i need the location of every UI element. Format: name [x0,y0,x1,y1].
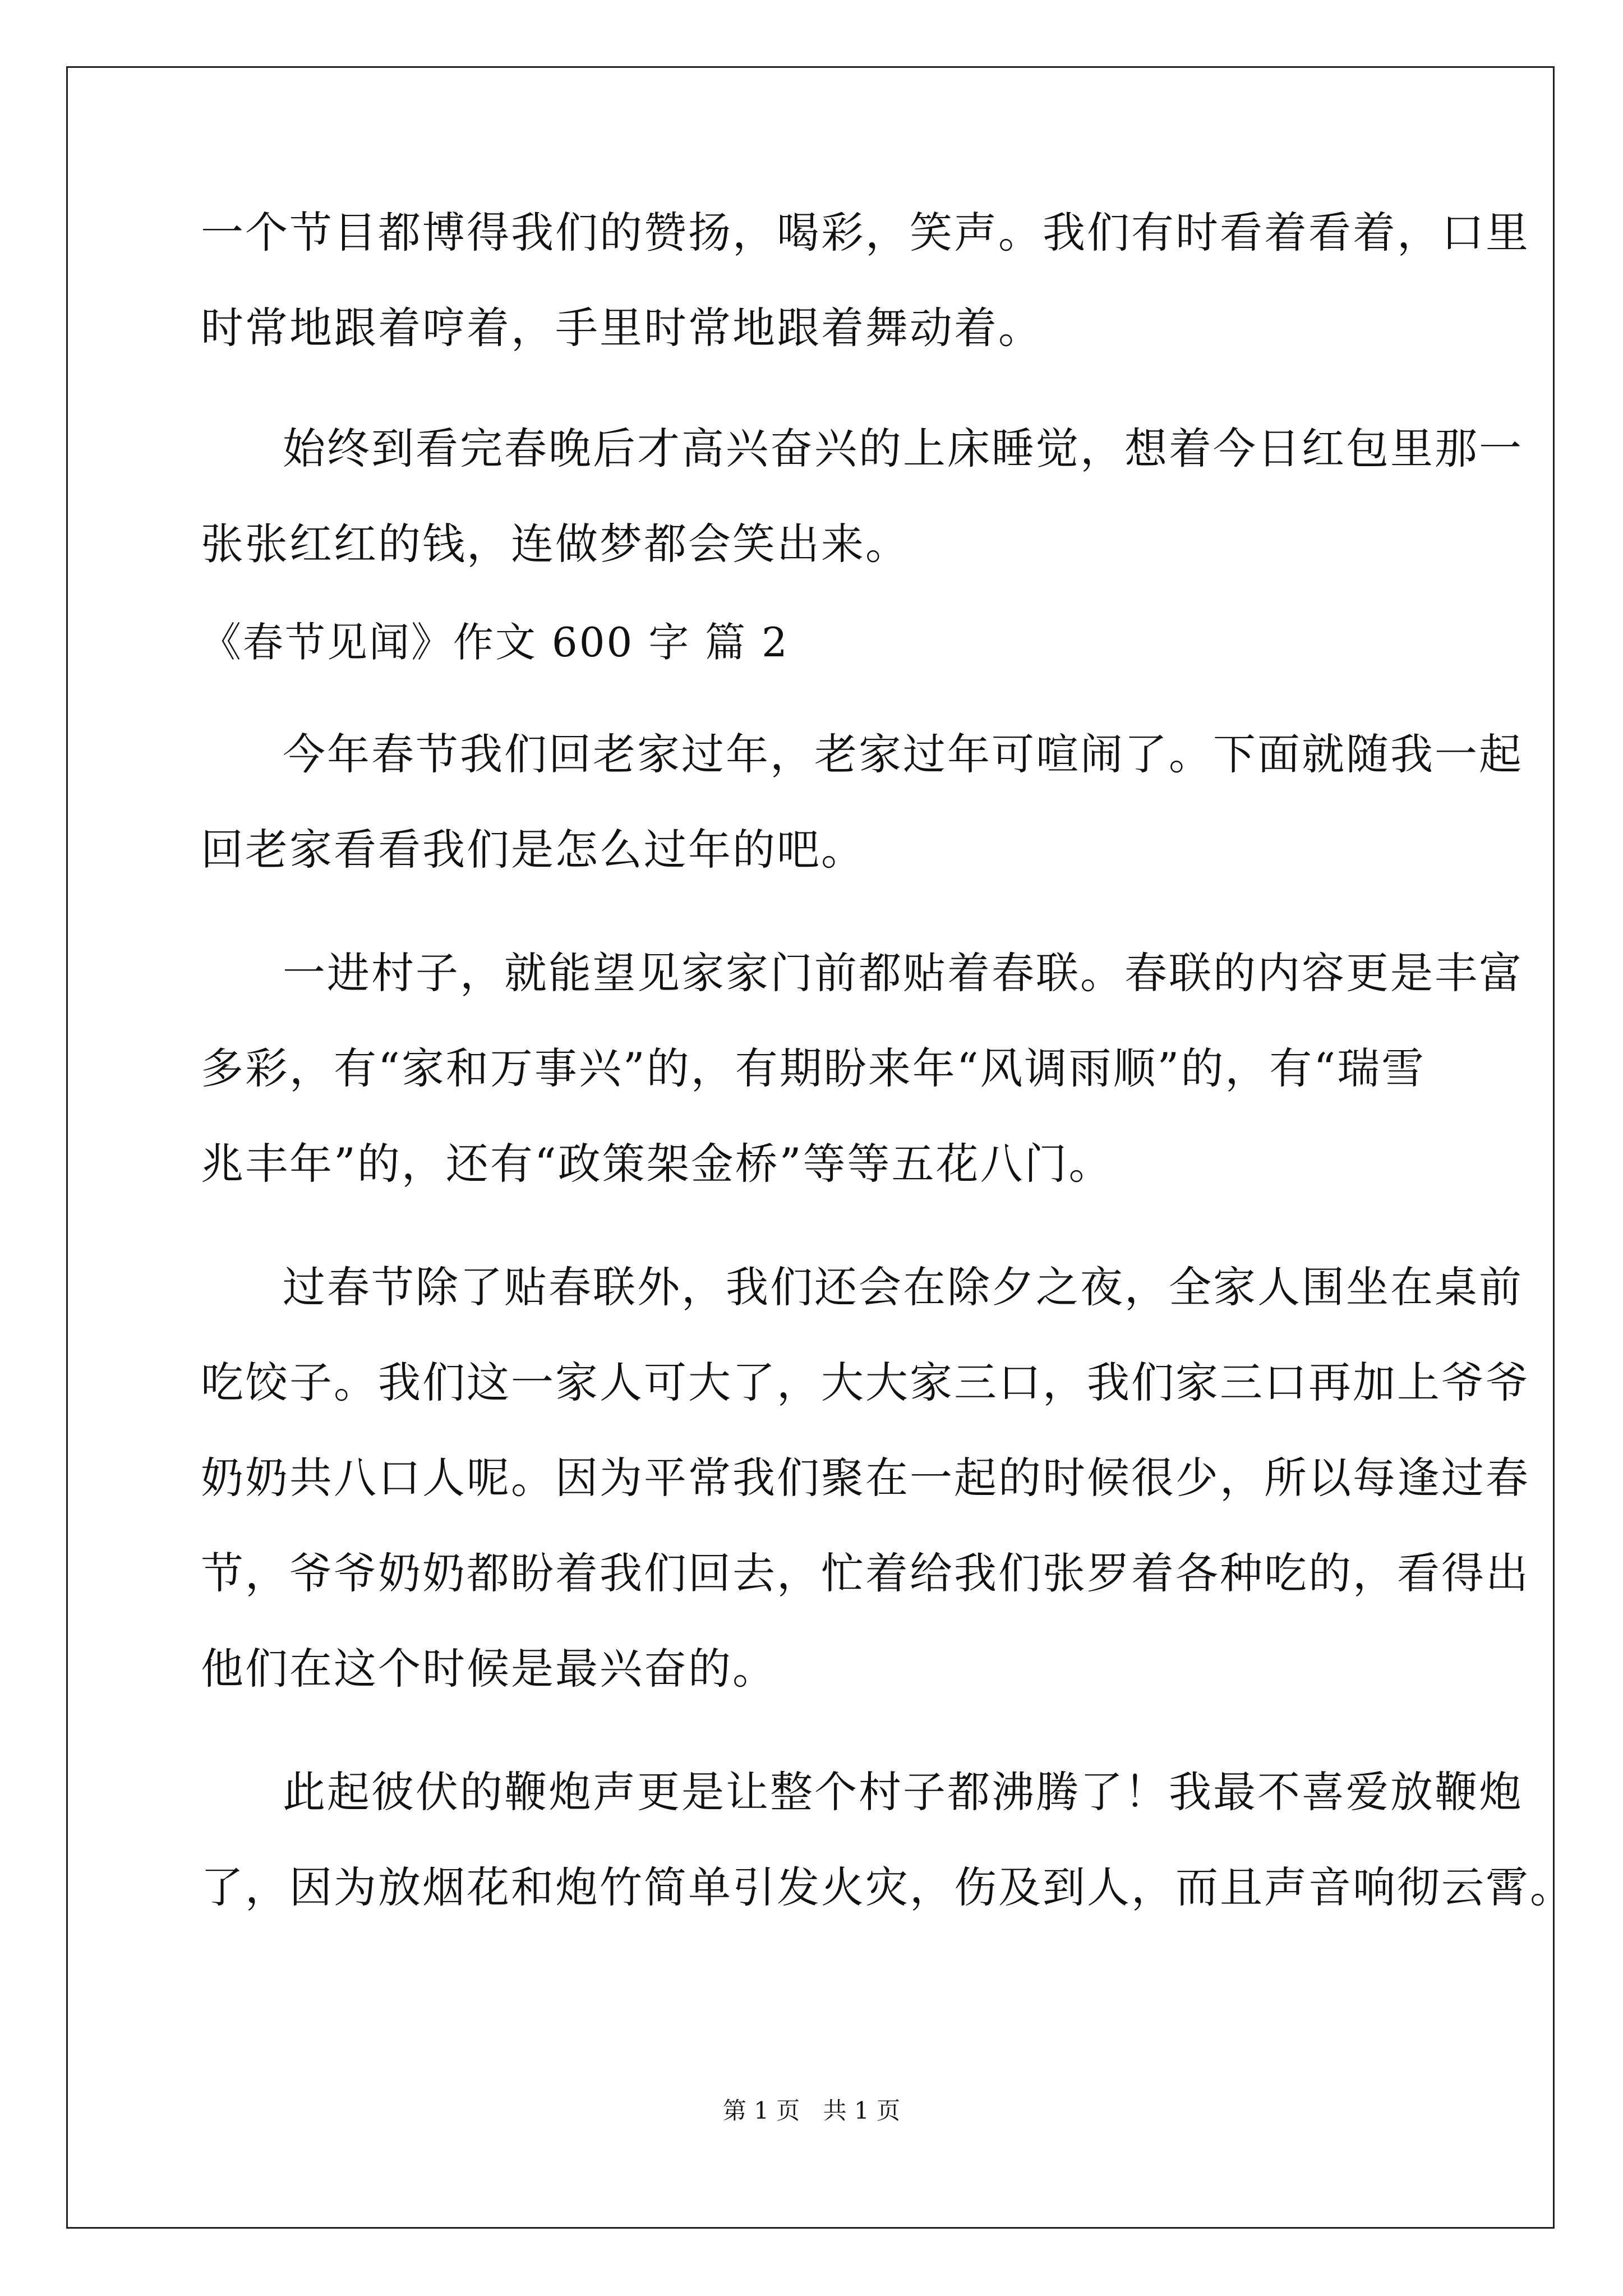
text-line: 时常地跟着哼着，手里时常地跟着舞动着。 [201,303,1043,353]
text-line: 节，爷爷奶奶都盼着我们回去，忙着给我们张罗着各种吃的，看得出 [201,1548,1530,1598]
page-total: 共 1 页 [823,2097,901,2124]
page-number: 第 1 页 [722,2097,800,2124]
text-line: 张张红红的钱，连做梦都会笑出来。 [201,519,910,569]
text-line: 兆丰年”的，还有“政策架金桥”等等五花八门。 [201,1139,1113,1189]
section-heading: 《春节见闻》作文 600 字 篇 2 [201,619,789,666]
text-line: 回老家看看我们是怎么过年的吧。 [201,825,865,875]
text-line: 此起彼伏的鞭炮声更是让整个村子都沸腾了！我最不喜爱放鞭炮 [283,1767,1523,1817]
text-line: 奶奶共八口人呢。因为平常我们聚在一起的时候很少，所以每逢过春 [201,1453,1530,1503]
text-line: 他们在这个时候是最兴奋的。 [201,1644,777,1694]
text-line: 了，因为放烟花和炮竹简单引发火灾，伤及到人，而且声音响彻云霄。 [201,1862,1574,1912]
text-line: 吃饺子。我们这一家人可大了，大大家三口，我们家三口再加上爷爷 [201,1358,1530,1407]
text-line: 今年春节我们回老家过年，老家过年可喧闹了。下面就随我一起 [283,729,1523,779]
page-footer [0,2097,1623,2125]
text-line: 始终到看完春晚后才高兴奋兴的上床睡觉，想着今日红包里那一 [283,424,1523,473]
text-line: 过春节除了贴春联外，我们还会在除夕之夜，全家人围坐在桌前 [283,1262,1523,1312]
text-line: 一进村子，就能望见家家门前都贴着春联。春联的内容更是丰富 [283,948,1523,998]
text-line: 多彩，有“家和万事兴”的，有期盼来年“风调雨顺”的，有“瑞雪 [201,1043,1426,1093]
text-line: 一个节目都博得我们的赞扬，喝彩，笑声。我们有时看着看着，口里 [201,208,1530,257]
